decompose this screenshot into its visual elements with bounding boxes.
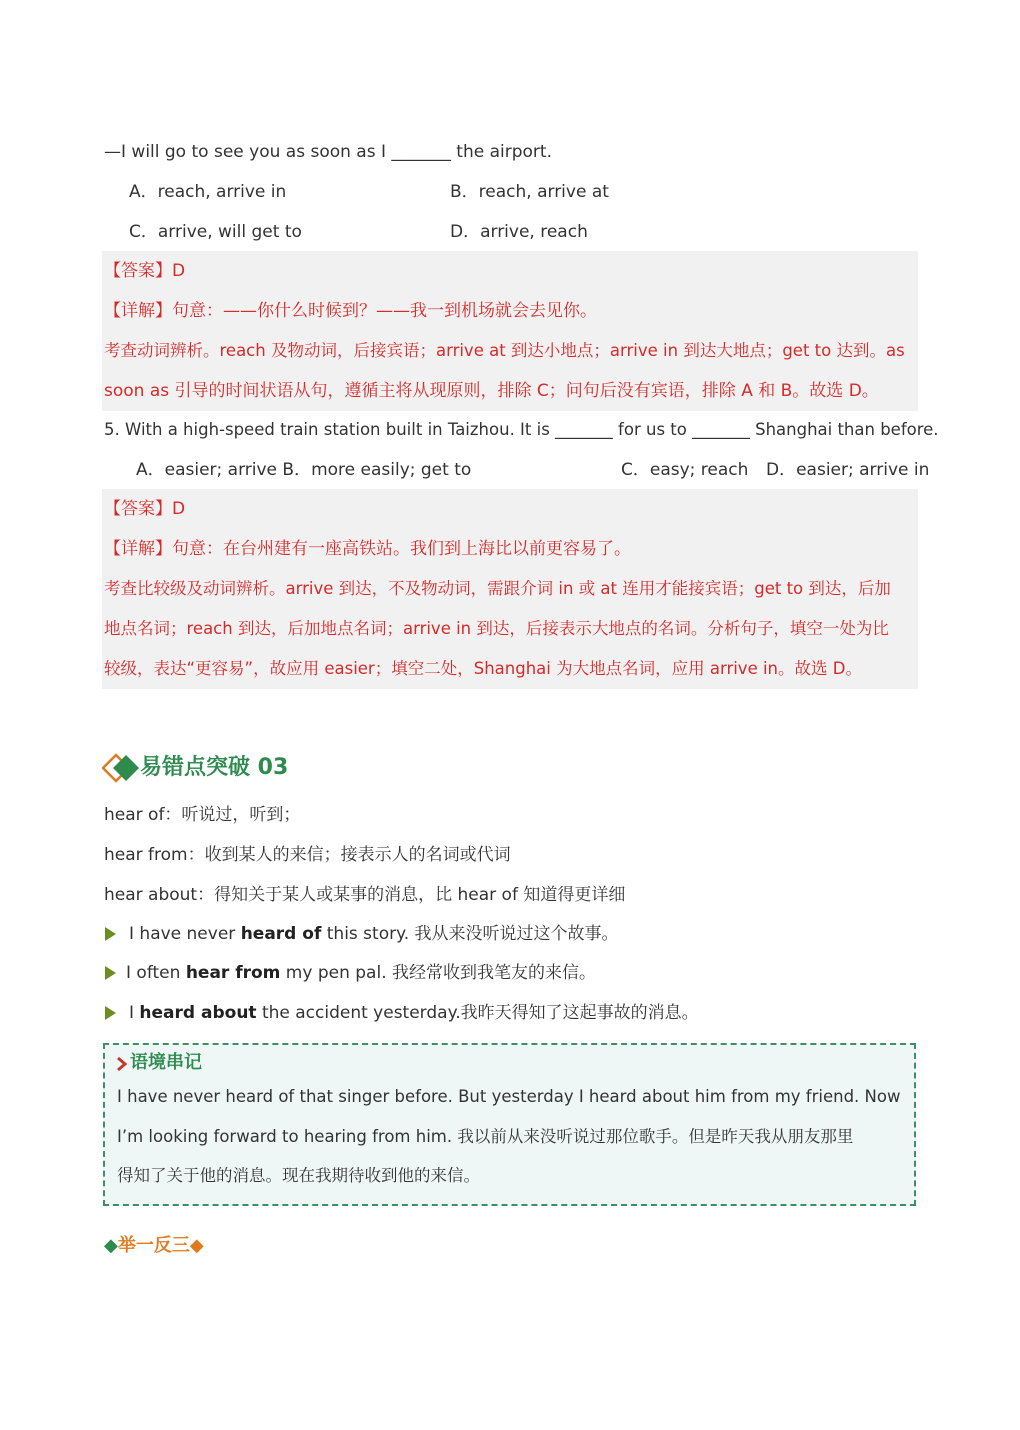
definition-hear-from: hear from：收到某人的来信；接表示人的名词或代词 bbox=[104, 845, 511, 865]
diamond-bullet-icon: ◆ bbox=[189, 1235, 204, 1256]
context-line-1: I have never heard of that singer before. But yesterday I heard about him from my friend. Now bbox=[117, 1087, 901, 1106]
q4-detail-2: 考查动词辨析。reach 及物动词，后接宾语；arrive at 到达小地点；arrive in 到达大地点；get to 达到。as bbox=[104, 341, 905, 360]
q5-detail-3: 地点名词；reach 到达，后加地点名词；arrive in 到达，后接表示大地点的名词。分析句子，填空一处为比 bbox=[104, 619, 889, 638]
example-3 bbox=[129, 1003, 699, 1023]
context-line-2: I’m looking forward to hearing from him. 我以前从来没听说过那位歌手。但是昨天我从朋友那里 bbox=[117, 1127, 854, 1146]
example-2-phrase: hear from bbox=[185, 963, 281, 983]
q5-detail-1: 【详解】句意：在台州建有一座高铁站。我们到上海比以前更容易了。 bbox=[104, 539, 631, 559]
bullet-triangle-icon bbox=[105, 927, 116, 941]
example-2-pre: I often bbox=[126, 963, 186, 983]
q4-detail-1: 【详解】句意：——你什么时候到？——我一到机场就会去见你。 bbox=[104, 301, 597, 321]
q5-detail-2: 考查比较级及动词辨析。arrive 到达，不及物动词，需跟介词 in 或 at 连用才能接宾语；get to 到达，后加 bbox=[104, 579, 891, 598]
chevron-right-icon bbox=[116, 1056, 128, 1072]
q5-option-d: D．easier; arrive in bbox=[766, 460, 930, 480]
example-3-phrase: heard about bbox=[139, 1003, 257, 1023]
q4-stem: —I will go to see you as soon as I _______ the airport. bbox=[104, 142, 552, 162]
q4-detail-3: soon as 引导的时间状语从句，遵循主将从现原则，排除 C；问句后没有宾语，排除 A 和 B。故选 D。 bbox=[104, 381, 879, 401]
example-1-pre: I have never bbox=[129, 924, 241, 944]
example-3-post: the accident yesterday.我昨天得知了这起事故的消息。 bbox=[256, 1003, 699, 1023]
definition-hear-of: hear of：听说过，听到； bbox=[104, 805, 301, 825]
example-2-post: my pen pal. 我经常收到我笔友的来信。 bbox=[280, 963, 597, 983]
q5-option-c: C．easy; reach bbox=[621, 460, 749, 480]
q5-stem: 5. With a high-speed train station built in Taizhou. It is _______ for us to _______ Shanghai than before. bbox=[104, 420, 939, 439]
diamond-icon bbox=[102, 753, 142, 783]
q4-answer: 【答案】D bbox=[104, 261, 186, 281]
bullet-triangle-icon bbox=[105, 966, 116, 980]
bullet-triangle-icon bbox=[105, 1006, 116, 1020]
context-heading: 语境串记 bbox=[130, 1052, 202, 1073]
section-title: 易错点突破 03 bbox=[140, 755, 289, 780]
example-1 bbox=[129, 924, 619, 944]
q5-detail-4: 较级，表达“更容易”，故应用 easier；填空二处，Shanghai 为大地点名词，应用 arrive in。故选 D。 bbox=[104, 659, 862, 678]
diamond-bullet-icon: ◆ bbox=[104, 1235, 118, 1256]
q5-answer: 【答案】D bbox=[104, 499, 186, 519]
q4-option-d: D．arrive, reach bbox=[450, 222, 588, 242]
context-line-3: 得知了关于他的消息。现在我期待收到他的来信。 bbox=[117, 1166, 480, 1185]
q5-options-ab: A．easier; arrive B．more easily; get to bbox=[136, 460, 472, 480]
example-1-phrase: heard of bbox=[240, 924, 322, 944]
definition-hear-about: hear about：得知关于某人或某事的消息，比 hear of 知道得更详细 bbox=[104, 885, 626, 905]
practice-heading bbox=[104, 1236, 204, 1256]
q4-option-b: B．reach, arrive at bbox=[450, 182, 609, 202]
example-3-pre: I bbox=[129, 1003, 140, 1023]
q4-option-c: C．arrive, will get to bbox=[129, 222, 302, 242]
example-1-post: this story. 我从来没听说过这个故事。 bbox=[321, 924, 619, 944]
practice-title: 举一反三 bbox=[117, 1235, 190, 1256]
example-2 bbox=[126, 963, 596, 983]
q4-option-a: A．reach, arrive in bbox=[129, 182, 287, 202]
